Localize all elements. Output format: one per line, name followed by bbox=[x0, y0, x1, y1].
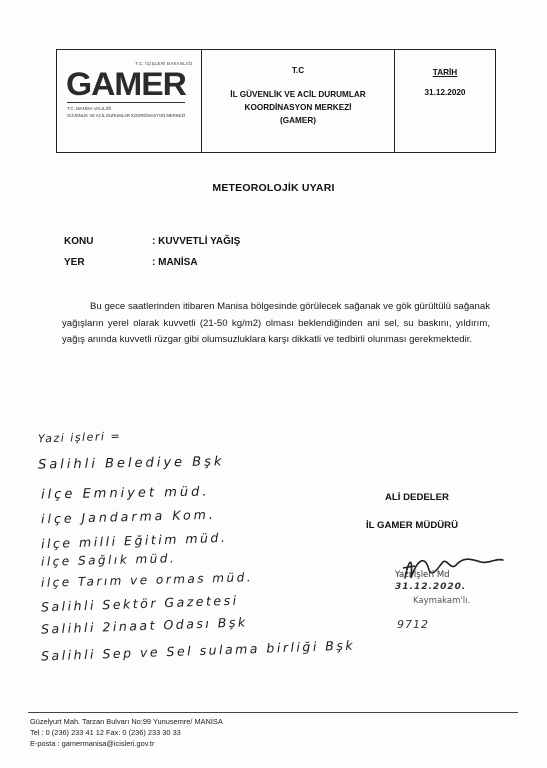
handwritten-line: ilçe Sağlık müd. bbox=[40, 551, 177, 569]
stamp-number: 9712 bbox=[397, 618, 429, 631]
handwritten-line: ilçe Jandarma Kom. bbox=[40, 506, 217, 527]
stamp-line-1: Yazı İşleri Md bbox=[395, 570, 450, 580]
office-stamp bbox=[395, 548, 515, 643]
footer-phone: Tel : 0 (236) 233 41 12 Fax: 0 (236) 233 30 33 bbox=[30, 728, 181, 737]
footer bbox=[30, 716, 223, 749]
header-line-1: İL GÜVENLİK VE ACİL DURUMLAR bbox=[230, 90, 366, 99]
body-paragraph: Bu gece saatlerinden itibaren Manisa bölgesinde görülecek sağanak ve gök gürültülü sağanak yağışların yerel olarak kuvvetli (21-50 kg/m2) olması beklendiğinden ani sel, su baskını, yıldırım, yağış anında kuvvetli rüzgar gibi olumsuzluklara karşı dikkatli ve tedbirli olunması gerekmektedir. bbox=[62, 301, 490, 345]
signer-title: İL GAMER MÜDÜRÜ bbox=[366, 520, 459, 531]
field-value: : KUVVETLİ YAĞIŞ bbox=[152, 236, 241, 247]
handwritten-line: ilçe Tarım ve ormas müd. bbox=[40, 570, 254, 590]
logo-subtitle-2: GÜVENLİK VE ACİL DURUMLAR KOORDİNASYON MERKEZİ bbox=[67, 113, 186, 118]
logo-subtitle-1: T.C. MANİSA VALİLİĞİ bbox=[67, 106, 112, 111]
handwritten-line: Yazi işleri = bbox=[37, 429, 122, 446]
logo-word: GAMER bbox=[66, 66, 186, 102]
handwritten-line: Salihli Sektör Gazetesi bbox=[40, 592, 239, 615]
signer-name: ALİ DEDELER bbox=[385, 492, 449, 503]
field-konu bbox=[64, 236, 240, 247]
footer-address: Güzelyurt Mah. Tarzan Bulvarı No:99 Yunusemre/ MANİSA bbox=[30, 717, 223, 726]
handwritten-line: Salihli Sep ve Sel sulama birliği Bşk bbox=[40, 637, 356, 664]
handwritten-line: ilçe Emniyet müd. bbox=[40, 484, 210, 503]
date-label: TARİH bbox=[432, 68, 458, 77]
logo-underline bbox=[67, 102, 185, 103]
footer-email: E-posta : gamermanisa@icisleri.gov.tr bbox=[30, 739, 155, 748]
header-table bbox=[56, 49, 496, 153]
logo-top-text: T.C. İÇİŞLERİ BAKANLIĞI bbox=[135, 61, 193, 66]
field-value: : MANİSA bbox=[152, 257, 198, 268]
header-line-2: KOORDİNASYON MERKEZİ bbox=[244, 103, 352, 112]
footer-divider bbox=[28, 712, 518, 713]
stamp-date: 31.12.2020. bbox=[395, 582, 467, 592]
handwritten-line: ilçe milli Eğitim müd. bbox=[40, 529, 228, 552]
header-center bbox=[202, 50, 395, 152]
handwritten-line: Salihli Belediye Bşk bbox=[37, 454, 225, 473]
date-value: 31.12.2020 bbox=[424, 88, 466, 97]
header-tc: T.C bbox=[291, 66, 305, 75]
header-date bbox=[395, 50, 495, 152]
header-line-3: (GAMER) bbox=[280, 116, 316, 125]
document-title: METEOROLOJİK UYARI bbox=[212, 182, 335, 194]
field-yer bbox=[64, 257, 198, 268]
field-key: YER bbox=[64, 257, 85, 268]
stamp-line-3: Kaymakam'lı. bbox=[413, 596, 471, 606]
field-key: KONU bbox=[64, 236, 94, 247]
handwritten-line: Salihli 2inaat Odası Bşk bbox=[40, 614, 248, 637]
gamer-logo bbox=[57, 50, 202, 152]
